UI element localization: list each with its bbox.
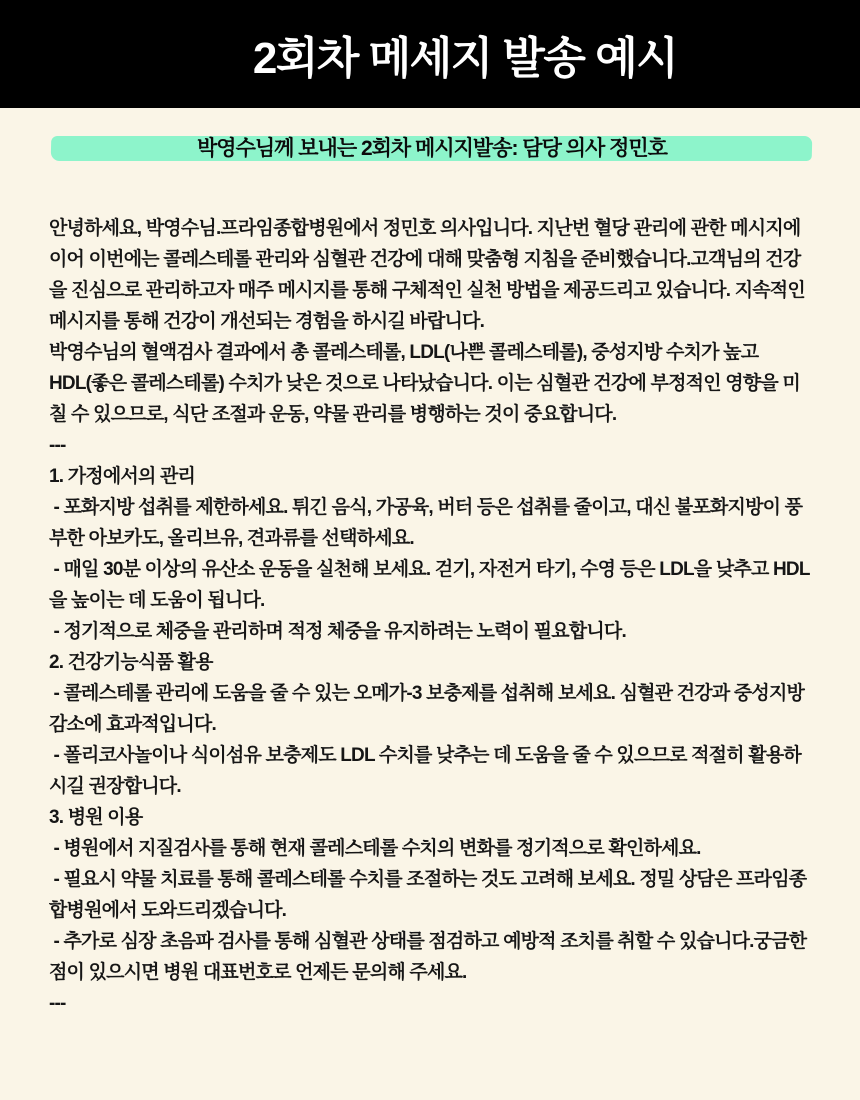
body-paragraph-test-results: 박영수님의 혈액검사 결과에서 총 콜레스테롤, LDL(나쁜 콜레스테롤), 중성지방 수치가 높고 HDL(좋은 콜레스테롤) 수치가 낮은 것으로 나타났습니다. 이는 심혈관 건강에 부정적인 영향을 미칠 수 있으므로, 식단 조절과 운동, 약물 관리를 병행하는 것이 중요합니다. xyxy=(49,342,800,425)
subtitle-text: 박영수님께 보내는 2회차 메시지발송: 담당 의사 정민호 xyxy=(196,137,667,160)
divider-dashes-bottom: --- xyxy=(49,993,66,1014)
section-3-bullet-1: - 병원에서 지질검사를 통해 현재 콜레스테롤 수치의 변화를 정기적으로 확인하세요. xyxy=(49,838,701,859)
section-2-bullet-1: - 콜레스테롤 관리에 도움을 줄 수 있는 오메가-3 보충제를 섭취해 보세요. 심혈관 건강과 중성지방 감소에 효과적입니다. xyxy=(49,683,809,735)
section-3-bullet-3: - 추가로 심장 초음파 검사를 통해 심혈관 상태를 점검하고 예방적 조치를 취할 수 있습니다.궁금한점이 있으시면 병원 대표번호로 언제든 문의해 주세요. xyxy=(49,931,807,983)
section-3-bullet-2: - 필요시 약물 치료를 통해 콜레스테롤 수치를 조절하는 것도 고려해 보세요. 정밀 상담은 프라임종합병원에서 도와드리겠습니다. xyxy=(49,869,807,921)
page-title: 2회차 메세지 발송 예시 xyxy=(252,34,678,83)
body-paragraph-greeting: 안녕하세요, 박영수님.프라임종합병원에서 정민호 의사입니다. 지난번 혈당 관리에 관한 메시지에 이어 이번에는 콜레스테롤 관리와 심혈관 건강에 대해 맞춤형 지침을 준비했습니다.고객님의 건강을 진심으로 관리하고자 매주 메시지를 통해 구체적인 실천 방법을 제공드리고 있습니다. 지속적인 메시지를 통해 건강이 개선되는 경험을 하시길 바랍니다. xyxy=(49,218,810,332)
divider-dashes: --- xyxy=(49,435,66,456)
section-1-heading: 1. 가정에서의 관리 xyxy=(49,466,196,487)
message-body xyxy=(49,213,813,1019)
section-1-bullet-2: - 매일 30분 이상의 유산소 운동을 실천해 보세요. 걷기, 자전거 타기, 수영 등은 LDL을 낮추고 HDL을 높이는 데 도움이 됩니다. xyxy=(49,559,810,611)
subtitle-highlight-banner xyxy=(51,136,813,161)
section-2-bullet-2: - 폴리코사놀이나 식이섬유 보충제도 LDL 수치를 낮추는 데 도움을 줄 수 있으므로 적절히 활용하시길 권장합니다. xyxy=(49,745,801,797)
section-1-bullet-3: - 정기적으로 체중을 관리하며 적정 체중을 유지하려는 노력이 필요합니다. xyxy=(49,621,626,642)
section-3-heading: 3. 병원 이용 xyxy=(49,807,143,828)
header-bar xyxy=(0,0,860,108)
section-1-bullet-1: - 포화지방 섭취를 제한하세요. 튀긴 음식, 가공육, 버터 등은 섭취를 줄이고, 대신 불포화지방이 풍부한 아보카도, 올리브유, 견과류를 선택하세요. xyxy=(49,497,803,549)
section-2-heading: 2. 건강기능식품 활용 xyxy=(49,652,213,673)
